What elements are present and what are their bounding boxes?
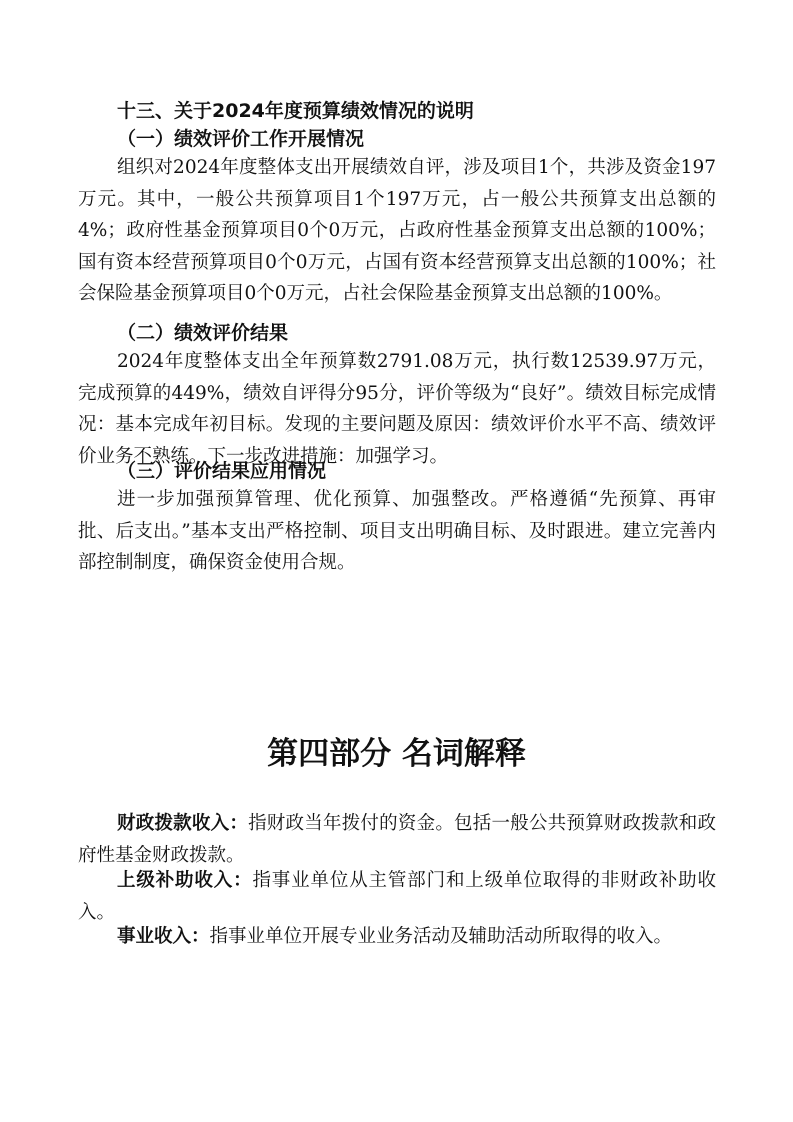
subsection-3-heading-block	[117, 457, 717, 485]
term-label: 财政拨款收入：	[117, 813, 249, 834]
subsection-1-heading-block	[117, 125, 717, 153]
subsection-3-title: （三）评价结果应用情况	[117, 460, 327, 482]
subsection-1-title: （一）绩效评价工作开展情况	[117, 128, 365, 150]
subsection-2-paragraph: 2024年度整体支出全年预算数2791.08万元，执行数12539.97万元，完成预算的449%，绩效自评得分95分，评价等级为“良好”。绩效目标完成情况：基本完成年初目标。发现的主要问题及原因：绩效评价水平不高、绩效评价业务不熟练。下一步改进措施：加强学习。	[78, 351, 716, 467]
subsection-2-heading-block	[117, 319, 717, 347]
term-definition: 指事业单位从主管部门和上级单位取得的非财政补助收入。	[78, 870, 716, 923]
section-13-heading-block	[117, 97, 717, 125]
term-entry	[78, 808, 716, 871]
term-label: 上级补助收入：	[117, 870, 253, 891]
subsection-2-title: （二）绩效评价结果	[117, 322, 289, 344]
part-4-title: 第四部分 名词解释	[267, 736, 526, 772]
term-definition: 指事业单位开展专业业务活动及辅助活动所取得的收入。	[209, 926, 673, 947]
term-label: 事业收入：	[117, 926, 210, 947]
subsection-1-paragraph: 组织对2024年度整体支出开展绩效自评，涉及项目1个，共涉及资金197万元。其中，一般公共预算项目1个197万元，占一般公共预算支出总额的4%；政府性基金预算项目0个0万元，占政府性基金预算支出总额的100%；国有资本经营预算项目0个0万元，占国有资本经营预算支出总额的100%；社会保险基金预算项目0个0万元，占社会保险基金预算支出总额的100%。	[78, 157, 716, 304]
subsection-3-paragraph: 进一步加强预算管理、优化预算、加强整改。严格遵循“先预算、再审批、后支出。”基本支出严格控制、项目支出明确目标、及时跟进。建立完善内部控制制度，确保资金使用合规。	[78, 489, 716, 573]
section-13-title: 十三、关于2024年度预算绩效情况的说明	[117, 100, 474, 122]
term-definition: 指财政当年拨付的资金。包括一般公共预算财政拨款和政府性基金财政拨款。	[78, 813, 716, 866]
term-entry	[78, 865, 716, 928]
term-entry	[78, 921, 716, 953]
